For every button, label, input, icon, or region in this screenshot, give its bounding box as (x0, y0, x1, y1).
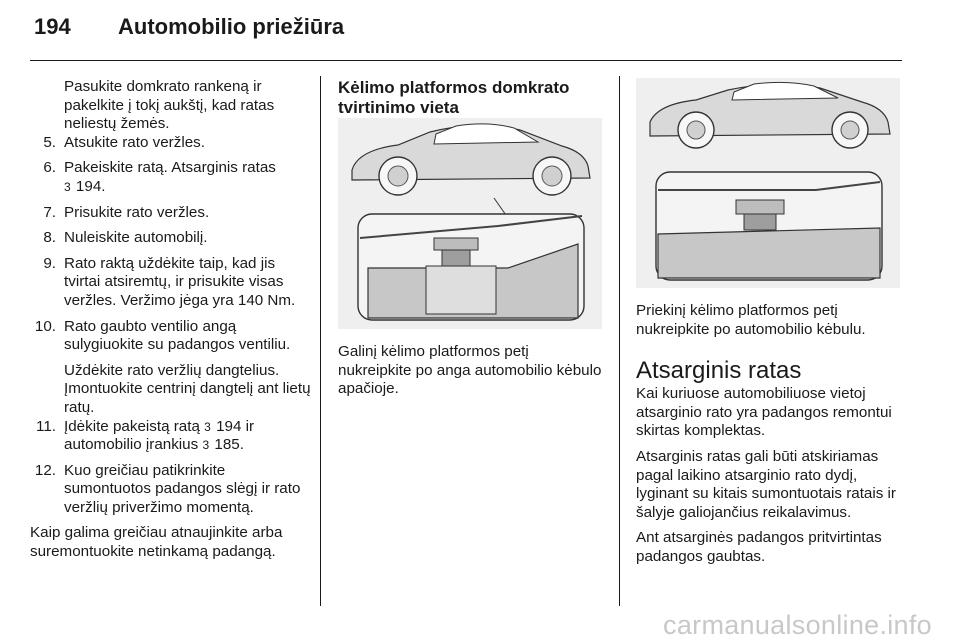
page-ref-icon: 3 (204, 419, 211, 434)
step-10: 10. Rato gaubto ventilio angą sulygiuokite su padangos ventiliu. (34, 317, 291, 354)
step-9: 9. Rato raktą uždėkite taip, kad jis tvirtai atsiremtų, ir prisukite visas veržles. Veržimo jėga yra 140 Nm. (43, 254, 296, 309)
step-6: 6. Pakeiskite ratą. Atsarginis ratas 3 194. (43, 159, 276, 195)
front-lift-point-illustration (636, 78, 900, 288)
page-ref-link[interactable]: 194. (75, 177, 106, 195)
step-5: 5. Atsukite rato veržles. (43, 133, 205, 151)
page-title: Automobilio priežiūra (118, 14, 345, 39)
column-divider-right (619, 76, 620, 606)
step-7: 7. Prisukite rato veržles. (43, 203, 210, 221)
header-rule (30, 60, 902, 61)
right-column (636, 78, 902, 574)
spare-paragraph-2: Atsarginis ratas gali būti atskiriamas pagal laikino atsarginio rato dydį, lyginant su kitais sumontuotais ratais ir šalyje galiojančius reikalavimus. (636, 447, 896, 521)
middle-column (338, 78, 603, 399)
page-ref-icon: 3 (64, 179, 71, 194)
closing-paragraph: Kaip galima greičiau atnaujinkite arba suremontuokite netinkamą padangą. (30, 524, 283, 561)
step-10-sub-1: Uždėkite rato veržlių dangtelius. (64, 361, 280, 379)
step-10-sub-2: Įmontuokite centrinį dangtelį ant lietų ratų. (64, 380, 311, 416)
section-heading-spare-wheel: Atsarginis ratas (636, 357, 802, 385)
spare-paragraph-1: Kai kuriuose automobiliuose vietoj atsarginio rato yra padangos remontui skirtas komplektas. (636, 385, 892, 440)
page-ref-link[interactable]: 185. (214, 436, 244, 454)
page-ref-link[interactable]: 194 ir automobilio įrankius (64, 417, 255, 454)
front-lift-caption: Priekinį kėlimo platformos petį nukreipkite po automobilio kėbulu. (636, 302, 866, 338)
section-heading-lift-points: Kėlimo platformos domkrato tvirtinimo vieta (338, 78, 570, 117)
page-number: 194 (34, 14, 71, 39)
left-column (30, 78, 312, 562)
spare-paragraph-3: Ant atsarginės padangos pritvirtintas padangos gaubtas. (636, 529, 882, 565)
jack-intro: Pasukite domkrato rankeną ir pakelkite į tokį aukštį, kad ratas neliestų žemės. (64, 78, 275, 133)
page-ref-icon: 3 (202, 438, 210, 453)
column-divider-left (320, 76, 321, 606)
rear-lift-caption: Galinį kėlimo platformos petį nukreipkite po anga automobilio kėbulo apačioje. (338, 343, 602, 398)
step-12: 12. Kuo greičiau patikrinkite sumontuotos padangos slėgį ir rato veržlių priveržimo momentą. (34, 461, 301, 516)
step-8: 8. Nuleiskite automobilį. (43, 229, 208, 247)
rear-lift-point-illustration (338, 118, 602, 329)
page-header (34, 14, 904, 54)
watermark: carmanualsonline.info (663, 610, 932, 640)
step-11: 11. Įdėkite pakeistą ratą 3 194 ir automobilio įrankius 3 185. (36, 417, 255, 454)
